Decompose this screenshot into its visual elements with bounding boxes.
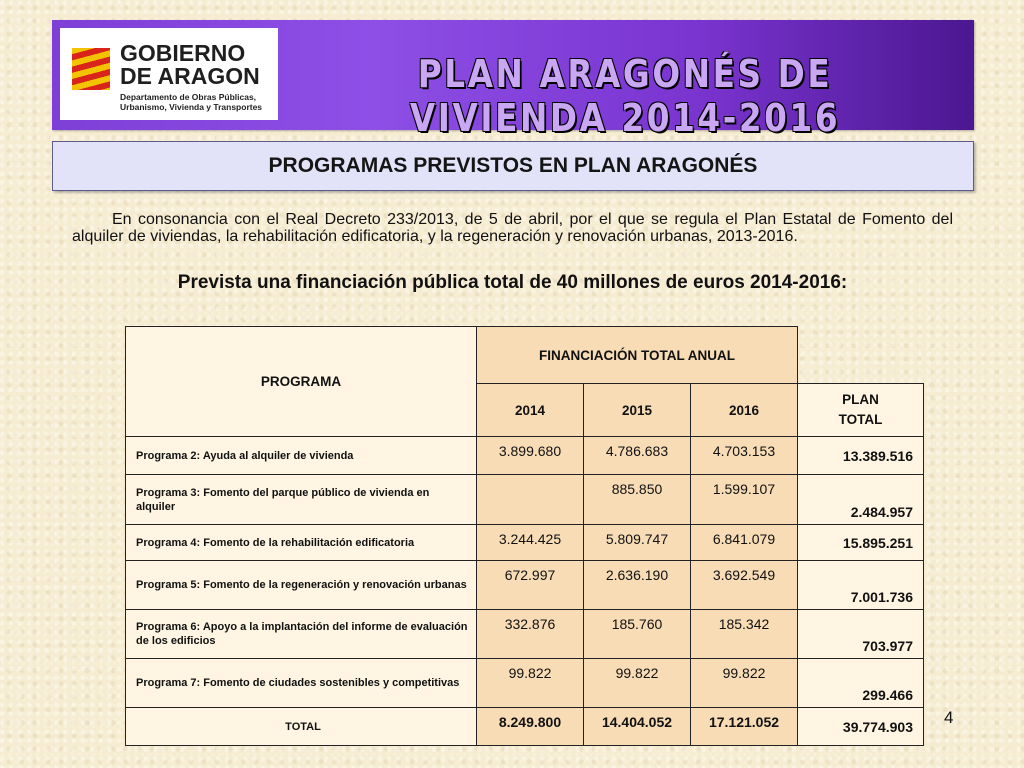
logo-subtitle <box>120 92 275 112</box>
table-row-total <box>126 708 924 746</box>
row-value-2014: 3.244.425 <box>477 525 584 561</box>
row-value-2015: 185.760 <box>584 610 691 659</box>
row-value-2015: 885.850 <box>584 475 691 525</box>
row-value-2014: 8.249.800 <box>477 708 584 746</box>
row-value-2015: 5.809.747 <box>584 525 691 561</box>
logo-subtitle-line1: Departamento de Obras Públicas, <box>120 92 257 102</box>
row-value-2016: 6.841.079 <box>691 525 798 561</box>
header-blank <box>798 327 924 384</box>
header-year-2015: 2015 <box>584 384 691 437</box>
table-row <box>126 610 924 659</box>
row-value-2014 <box>477 475 584 525</box>
logo-subtitle-line2: Urbanismo, Vivienda y Transportes <box>120 102 263 112</box>
row-total: 7.001.736 <box>798 561 924 610</box>
row-value-2014: 99.822 <box>477 659 584 708</box>
row-value-2016: 99.822 <box>691 659 798 708</box>
header-banner <box>52 20 974 140</box>
table-row <box>126 659 924 708</box>
header-year-2014: 2014 <box>477 384 584 437</box>
row-total: 703.977 <box>798 610 924 659</box>
row-value-2016: 17.121.052 <box>691 708 798 746</box>
header-plan-total <box>798 384 924 437</box>
row-value-2015: 99.822 <box>584 659 691 708</box>
banner-title: PLAN ARAGONÉS DE VIVIENDA 2014-2016 <box>409 52 841 140</box>
row-programa: Programa 2: Ayuda al alquiler de vivienda <box>126 437 477 475</box>
logo-title <box>120 42 260 88</box>
row-value-2014: 3.899.680 <box>477 437 584 475</box>
table-row <box>126 525 924 561</box>
gobierno-aragon-logo <box>60 28 278 120</box>
row-total: 2.484.957 <box>798 475 924 525</box>
row-programa: Programa 5: Fomento de la regeneración y renovación urbanas <box>126 561 477 610</box>
header-financiacion: FINANCIACIÓN TOTAL ANUAL <box>477 327 798 384</box>
row-value-2016: 3.692.549 <box>691 561 798 610</box>
row-value-2015: 14.404.052 <box>584 708 691 746</box>
row-value-2016: 1.599.107 <box>691 475 798 525</box>
row-value-2015: 4.786.683 <box>584 437 691 475</box>
header-year-2016: 2016 <box>691 384 798 437</box>
row-programa: Programa 6: Apoyo a la implantación del informe de evaluación de los edificios <box>126 610 477 659</box>
highlight-text: Prevista una financiación pública total de 40 millones de euros 2014-2016: <box>177 272 848 293</box>
header-plan-total-line1: PLAN <box>842 392 879 407</box>
row-value-2016: 185.342 <box>691 610 798 659</box>
row-total: 15.895.251 <box>798 525 924 561</box>
row-total: 39.774.903 <box>798 708 924 746</box>
section-title: PROGRAMAS PREVISTOS EN PLAN ARAGONÉS <box>52 141 974 191</box>
programs-table <box>125 326 924 746</box>
header-plan-total-line2: TOTAL <box>838 412 883 427</box>
row-total: 13.389.516 <box>798 437 924 475</box>
header-programa: PROGRAMA <box>126 327 477 437</box>
row-programa: TOTAL <box>126 708 477 746</box>
row-value-2014: 672.997 <box>477 561 584 610</box>
row-value-2015: 2.636.190 <box>584 561 691 610</box>
row-value-2014: 332.876 <box>477 610 584 659</box>
aragon-flag-icon <box>72 48 110 90</box>
page-number: 4 <box>944 708 954 727</box>
logo-title-line2: DE ARAGON <box>120 63 260 89</box>
table-row <box>126 475 924 525</box>
row-programa: Programa 7: Fomento de ciudades sostenibles y competitivas <box>126 659 477 708</box>
table-row <box>126 561 924 610</box>
intro-paragraph: En consonancia con el Real Decreto 233/2013, de 5 de abril, por el que se regula el Plan Estatal de Fomento del alquiler de viviendas, la rehabilitación edificatoria, y la regeneración y renovación urbanas, 2013-2016. <box>72 211 953 245</box>
logo-title-line1: GOBIERNO <box>120 40 246 66</box>
row-total: 299.466 <box>798 659 924 708</box>
row-programa: Programa 3: Fomento del parque público de vivienda en alquiler <box>126 475 477 525</box>
row-programa: Programa 4: Fomento de la rehabilitación edificatoria <box>126 525 477 561</box>
table-row <box>126 437 924 475</box>
row-value-2016: 4.703.153 <box>691 437 798 475</box>
